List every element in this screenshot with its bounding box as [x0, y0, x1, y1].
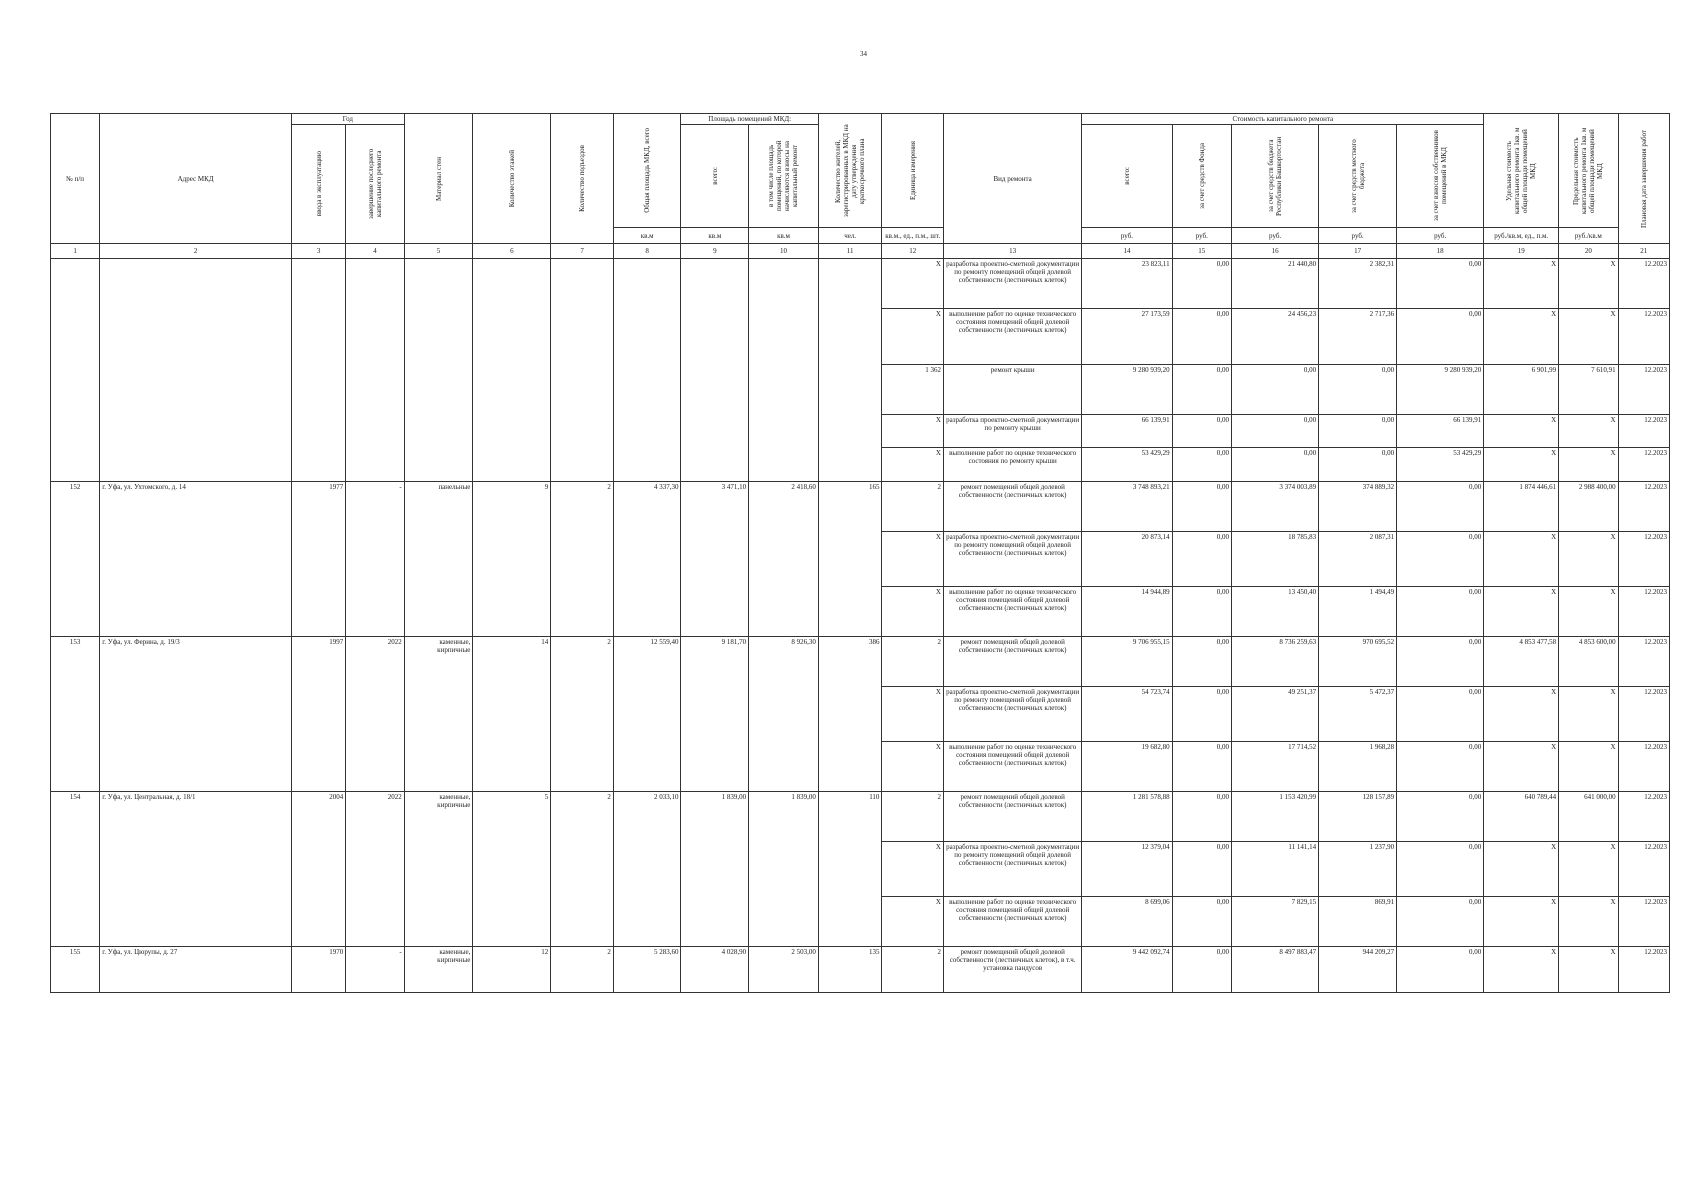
unit-cost-cell: 6 901,99	[1484, 365, 1559, 415]
cost-fund-cell: 0,00	[1172, 842, 1231, 897]
col-premises-header: Площадь помещений МКД:	[708, 115, 792, 123]
cost-owners-cell: 0,00	[1397, 587, 1484, 637]
unit-cost-cell: X	[1484, 532, 1559, 587]
unit-rub18: руб.	[1397, 228, 1484, 244]
entrances-cell: 2	[551, 792, 614, 947]
unit-cell: X	[882, 532, 944, 587]
cost-owners-cell: 0,00	[1397, 792, 1484, 842]
unit-cell: X	[882, 897, 944, 947]
cost-fund-cell: 0,00	[1172, 587, 1231, 637]
premises-cell: 4 028,90	[681, 947, 749, 993]
max-cost-cell: X	[1559, 587, 1618, 637]
empty-cell	[681, 259, 749, 482]
empty-cell	[51, 259, 100, 482]
unit-sqm9: кв.м	[681, 228, 749, 244]
year-cell: 2004	[291, 792, 345, 947]
col-cost-local-header: за счет средств местного бюджета	[1349, 139, 1366, 213]
floors-cell: 5	[473, 792, 551, 947]
column-number: 16	[1232, 244, 1319, 259]
col-cost-header: Стоимость капитального ремонта	[1232, 115, 1334, 123]
cost-republic-cell: 7 829,15	[1232, 897, 1319, 947]
cost-fund-cell: 0,00	[1172, 448, 1231, 482]
col-material-header: Материал стен	[434, 156, 443, 201]
repair-type-cell: выполнение работ по оценке технического состояния помещений общей долевой собственности (лестничных клеток)	[943, 897, 1081, 947]
max-cost-cell: 7 610,91	[1559, 365, 1618, 415]
col-address-header: Адрес МКД	[177, 174, 214, 183]
cost-owners-cell: 0,00	[1397, 947, 1484, 993]
max-cost-cell: 4 853 600,00	[1559, 637, 1618, 687]
planned-date-cell: 12.2023	[1618, 259, 1669, 309]
max-cost-cell: X	[1559, 897, 1618, 947]
unit-rub20: руб./кв.м	[1559, 228, 1618, 244]
table-header	[51, 114, 1670, 259]
address-cell: г. Уфа, ул. Цюрупы, д. 27	[100, 947, 292, 993]
material-cell: каменные, кирпичные	[404, 792, 473, 947]
col-cost-owners-header: за счет взносов собственников помещений в МКД	[1432, 130, 1449, 222]
planned-date-cell: 12.2023	[1618, 687, 1669, 742]
unit-cell: X	[882, 587, 944, 637]
house-number-cell: 154	[51, 792, 100, 947]
col-cost-republic-header: за счет средств бюджета Республики Башкортостан	[1267, 136, 1284, 216]
unit-cost-cell: X	[1484, 587, 1559, 637]
year-cell: 1977	[291, 482, 345, 637]
column-number: 20	[1559, 244, 1618, 259]
column-number: 21	[1618, 244, 1669, 259]
cost-total-cell: 14 944,89	[1082, 587, 1172, 637]
column-number: 14	[1082, 244, 1172, 259]
repair-type-cell: разработка проектно-сметной документации по ремонту помещений общей долевой собственности (лестничных клеток)	[943, 532, 1081, 587]
planned-date-cell: 12.2023	[1618, 309, 1669, 365]
cost-owners-cell: 9 280 939,20	[1397, 365, 1484, 415]
cost-republic-cell: 8 736 259,63	[1232, 637, 1319, 687]
address-cell: г. Уфа, ул. Ухтомского, д. 14	[100, 482, 292, 637]
premises-cell: 1 839,00	[681, 792, 749, 947]
cost-total-cell: 9 442 092,74	[1082, 947, 1172, 993]
table-row	[51, 947, 1670, 993]
premises-res-cell: 8 926,30	[749, 637, 819, 792]
cost-republic-cell: 18 785,83	[1232, 532, 1319, 587]
total-area-cell: 12 559,40	[613, 637, 681, 792]
cost-republic-cell: 0,00	[1232, 415, 1319, 448]
repair-type-cell: разработка проектно-сметной документации по ремонту помещений общей долевой собственности (лестничных клеток)	[943, 842, 1081, 897]
address-cell: г. Уфа, ул. Центральная, д. 18/1	[100, 792, 292, 947]
planned-date-cell: 12.2023	[1618, 947, 1669, 993]
planned-date-cell: 12.2023	[1618, 637, 1669, 687]
empty-cell	[613, 259, 681, 482]
total-area-cell: 4 337,30	[613, 482, 681, 637]
col-year-commission-header: ввода в эксплуатацию	[314, 151, 323, 217]
col-year-header: Год	[342, 115, 353, 123]
unit-cell: 2	[882, 947, 944, 993]
cost-republic-cell: 0,00	[1232, 365, 1319, 415]
max-cost-cell: X	[1559, 842, 1618, 897]
unit-cell: X	[882, 687, 944, 742]
empty-cell	[749, 259, 819, 482]
unit-cost-cell: X	[1484, 309, 1559, 365]
column-number: 6	[473, 244, 551, 259]
repair-type-cell: ремонт помещений общей долевой собственности (лестничных клеток)	[943, 792, 1081, 842]
cost-republic-cell: 3 374 003,89	[1232, 482, 1319, 532]
cost-local-cell: 5 472,37	[1319, 687, 1397, 742]
cost-local-cell: 128 157,89	[1319, 792, 1397, 842]
column-number: 10	[749, 244, 819, 259]
cost-local-cell: 2 382,31	[1319, 259, 1397, 309]
premises-cell: 3 471,10	[681, 482, 749, 637]
cost-total-cell: 12 379,04	[1082, 842, 1172, 897]
floors-cell: 14	[473, 637, 551, 792]
unit-cost-cell: X	[1484, 448, 1559, 482]
cost-total-cell: 54 723,74	[1082, 687, 1172, 742]
planned-date-cell: 12.2023	[1618, 842, 1669, 897]
material-cell: каменные, кирпичные	[404, 637, 473, 792]
max-cost-cell: X	[1559, 742, 1618, 792]
unit-sqm10: кв.м	[749, 228, 819, 244]
cost-fund-cell: 0,00	[1172, 259, 1231, 309]
planned-date-cell: 12.2023	[1618, 482, 1669, 532]
cost-total-cell: 8 699,06	[1082, 897, 1172, 947]
col-total-area-header: Общая площадь МКД, всего	[643, 128, 652, 213]
planned-date-cell: 12.2023	[1618, 532, 1669, 587]
cost-fund-cell: 0,00	[1172, 415, 1231, 448]
planned-date-cell: 12.2023	[1618, 897, 1669, 947]
cost-total-cell: 53 429,29	[1082, 448, 1172, 482]
cost-republic-cell: 21 440,80	[1232, 259, 1319, 309]
unit-rub14: руб.	[1082, 228, 1172, 244]
cost-total-cell: 23 823,11	[1082, 259, 1172, 309]
column-number: 13	[943, 244, 1081, 259]
col-no-header: № п/п	[66, 174, 85, 183]
col-entrances-header: Количество подъездов	[578, 145, 587, 212]
last-repair-cell: 2022	[346, 792, 404, 947]
cost-local-cell: 374 889,32	[1319, 482, 1397, 532]
unit-cost-cell: X	[1484, 259, 1559, 309]
last-repair-cell: -	[346, 482, 404, 637]
premises-cell: 9 181,70	[681, 637, 749, 792]
repair-type-cell: ремонт помещений общей долевой собственности (лестничных клеток)	[943, 637, 1081, 687]
repair-type-cell: ремонт помещений общей долевой собственности (лестничных клеток), в т.ч. установка пандусов	[943, 947, 1081, 993]
house-number-cell: 152	[51, 482, 100, 637]
cost-local-cell: 869,91	[1319, 897, 1397, 947]
column-number: 3	[291, 244, 345, 259]
cost-local-cell: 0,00	[1319, 415, 1397, 448]
column-number: 8	[613, 244, 681, 259]
residents-cell: 386	[818, 637, 882, 792]
table-body	[51, 259, 1670, 993]
max-cost-cell: X	[1559, 415, 1618, 448]
col-max-cost-header: Предельная стоимость капитального ремонта 1кв. м общей площади помещений МКД	[1572, 127, 1605, 214]
max-cost-cell: X	[1559, 259, 1618, 309]
table-row	[51, 792, 1670, 842]
column-number: 11	[818, 244, 882, 259]
table-row	[51, 259, 1670, 309]
total-area-cell: 5 283,60	[613, 947, 681, 993]
premises-res-cell: 2 418,60	[749, 482, 819, 637]
repair-type-cell: разработка проектно-сметной документации по ремонту крыши	[943, 415, 1081, 448]
cost-total-cell: 9 280 939,20	[1082, 365, 1172, 415]
empty-cell	[346, 259, 404, 482]
entrances-cell: 2	[551, 947, 614, 993]
cost-total-cell: 19 682,80	[1082, 742, 1172, 792]
cost-local-cell: 1 237,90	[1319, 842, 1397, 897]
col-premises-res-header: в том числе площадь помещений, по которой начисляются взносы на капитальный ремонт	[767, 140, 800, 212]
unit-measure: кв.м., ед., п.м., шт.	[882, 228, 944, 244]
cost-total-cell: 66 139,91	[1082, 415, 1172, 448]
max-cost-cell: X	[1559, 448, 1618, 482]
last-repair-cell: -	[346, 947, 404, 993]
unit-cell: X	[882, 842, 944, 897]
column-number: 17	[1319, 244, 1397, 259]
cost-fund-cell: 0,00	[1172, 365, 1231, 415]
column-number-row	[51, 244, 1670, 259]
cost-local-cell: 1 968,28	[1319, 742, 1397, 792]
cost-local-cell: 2 087,31	[1319, 532, 1397, 587]
cost-republic-cell: 8 497 883,47	[1232, 947, 1319, 993]
cost-fund-cell: 0,00	[1172, 482, 1231, 532]
col-cost-total-header: всего:	[1122, 167, 1131, 185]
premises-res-cell: 2 503,00	[749, 947, 819, 993]
cost-owners-cell: 66 139,91	[1397, 415, 1484, 448]
unit-rub17: руб.	[1319, 228, 1397, 244]
cost-total-cell: 9 706 955,15	[1082, 637, 1172, 687]
unit-rub15: руб.	[1172, 228, 1231, 244]
unit-cell: X	[882, 448, 944, 482]
residents-cell: 135	[818, 947, 882, 993]
cost-local-cell: 2 717,36	[1319, 309, 1397, 365]
empty-cell	[818, 259, 882, 482]
col-residents-header: Количество жителей, зарегистрированных в МКД на дату утверждения краткосрочного плана	[834, 124, 867, 217]
unit-cost-cell: X	[1484, 842, 1559, 897]
column-number: 19	[1484, 244, 1559, 259]
max-cost-cell: X	[1559, 947, 1618, 993]
unit-cell: 2	[882, 792, 944, 842]
unit-cost-cell: X	[1484, 897, 1559, 947]
premises-res-cell: 1 839,00	[749, 792, 819, 947]
material-cell: каменные, кирпичные	[404, 947, 473, 993]
cost-republic-cell: 17 714,52	[1232, 742, 1319, 792]
unit-cost-cell: X	[1484, 742, 1559, 792]
planned-date-cell: 12.2023	[1618, 742, 1669, 792]
column-number: 5	[404, 244, 473, 259]
unit-rub19: руб./кв.м, ед., п.м.	[1484, 228, 1559, 244]
cost-republic-cell: 11 141,14	[1232, 842, 1319, 897]
unit-cell: X	[882, 415, 944, 448]
cost-republic-cell: 1 153 420,99	[1232, 792, 1319, 842]
col-planned-date-header: Плановая дата завершения работ	[1639, 129, 1648, 228]
house-number-cell: 155	[51, 947, 100, 993]
unit-cell: X	[882, 742, 944, 792]
unit-cost-cell: X	[1484, 415, 1559, 448]
year-cell: 1970	[291, 947, 345, 993]
table-row	[51, 482, 1670, 532]
unit-cell: 2	[882, 637, 944, 687]
cost-total-cell: 3 748 893,21	[1082, 482, 1172, 532]
unit-cell: 1 362	[882, 365, 944, 415]
cost-fund-cell: 0,00	[1172, 792, 1231, 842]
cost-owners-cell: 0,00	[1397, 897, 1484, 947]
col-year-last-header: завершение последнего капитального ремонта	[366, 148, 383, 220]
planned-date-cell: 12.2023	[1618, 365, 1669, 415]
unit-cell: 2	[882, 482, 944, 532]
material-cell: панельные	[404, 482, 473, 637]
repair-type-cell: ремонт помещений общей долевой собственности (лестничных клеток)	[943, 482, 1081, 532]
column-number: 18	[1397, 244, 1484, 259]
unit-cost-cell: 1 874 446,61	[1484, 482, 1559, 532]
col-cost-fund-header: за счет средств Фонда	[1197, 143, 1206, 209]
table-row	[51, 637, 1670, 687]
column-number: 1	[51, 244, 100, 259]
empty-cell	[473, 259, 551, 482]
cost-fund-cell: 0,00	[1172, 309, 1231, 365]
cost-total-cell: 1 281 578,88	[1082, 792, 1172, 842]
column-number: 9	[681, 244, 749, 259]
column-number: 15	[1172, 244, 1231, 259]
unit-cell: X	[882, 259, 944, 309]
cost-republic-cell: 0,00	[1232, 448, 1319, 482]
floors-cell: 9	[473, 482, 551, 637]
repair-type-cell: ремонт крыши	[943, 365, 1081, 415]
unit-cost-cell: X	[1484, 947, 1559, 993]
unit-cost-cell: 4 853 477,58	[1484, 637, 1559, 687]
cost-owners-cell: 0,00	[1397, 259, 1484, 309]
column-number: 4	[346, 244, 404, 259]
column-number: 2	[100, 244, 292, 259]
cost-local-cell: 970 695,52	[1319, 637, 1397, 687]
empty-cell	[291, 259, 345, 482]
unit-cost-cell: X	[1484, 687, 1559, 742]
planned-date-cell: 12.2023	[1618, 587, 1669, 637]
entrances-cell: 2	[551, 482, 614, 637]
col-unit-header: Единица измерения	[908, 141, 917, 200]
col-floors-header: Количество этажей	[507, 149, 516, 208]
max-cost-cell: X	[1559, 687, 1618, 742]
unit-rub16: руб.	[1232, 228, 1319, 244]
cost-fund-cell: 0,00	[1172, 687, 1231, 742]
planned-date-cell: 12.2023	[1618, 792, 1669, 842]
cost-fund-cell: 0,00	[1172, 947, 1231, 993]
cost-owners-cell: 0,00	[1397, 482, 1484, 532]
cost-fund-cell: 0,00	[1172, 742, 1231, 792]
unit-people: чел.	[818, 228, 882, 244]
residents-cell: 110	[818, 792, 882, 947]
cost-owners-cell: 0,00	[1397, 842, 1484, 897]
cost-republic-cell: 13 450,40	[1232, 587, 1319, 637]
repair-type-cell: выполнение работ по оценке технического состояния помещений общей долевой собственности (лестничных клеток)	[943, 742, 1081, 792]
cost-local-cell: 1 494,49	[1319, 587, 1397, 637]
repair-type-cell: выполнение работ по оценке технического состояния помещений общей долевой собственности (лестничных клеток)	[943, 309, 1081, 365]
empty-cell	[404, 259, 473, 482]
repair-type-cell: выполнение работ по оценке технического состояния помещений общей долевой собственности (лестничных клеток)	[943, 587, 1081, 637]
address-cell: г. Уфа, ул. Ферина, д. 19/3	[100, 637, 292, 792]
cost-owners-cell: 0,00	[1397, 687, 1484, 742]
max-cost-cell: 641 000,00	[1559, 792, 1618, 842]
repair-type-cell: выполнение работ по оценке технического состояния по ремонту крыши	[943, 448, 1081, 482]
unit-cell: X	[882, 309, 944, 365]
cost-republic-cell: 49 251,37	[1232, 687, 1319, 742]
cost-total-cell: 20 873,14	[1082, 532, 1172, 587]
cost-fund-cell: 0,00	[1172, 897, 1231, 947]
total-area-cell: 2 033,10	[613, 792, 681, 947]
planned-date-cell: 12.2023	[1618, 448, 1669, 482]
col-premises-total-header: всего:	[710, 167, 719, 185]
last-repair-cell: 2022	[346, 637, 404, 792]
empty-cell	[551, 259, 614, 482]
cost-owners-cell: 0,00	[1397, 532, 1484, 587]
cost-local-cell: 0,00	[1319, 448, 1397, 482]
unit-cost-cell: 640 789,44	[1484, 792, 1559, 842]
cost-owners-cell: 0,00	[1397, 309, 1484, 365]
house-number-cell: 153	[51, 637, 100, 792]
cost-local-cell: 944 209,27	[1319, 947, 1397, 993]
entrances-cell: 2	[551, 637, 614, 792]
cost-total-cell: 27 173,59	[1082, 309, 1172, 365]
cost-local-cell: 0,00	[1319, 365, 1397, 415]
column-number: 12	[882, 244, 944, 259]
year-cell: 1997	[291, 637, 345, 792]
col-repair-type-header: Вид ремонта	[993, 174, 1032, 183]
cost-owners-cell: 53 429,29	[1397, 448, 1484, 482]
max-cost-cell: X	[1559, 532, 1618, 587]
max-cost-cell: X	[1559, 309, 1618, 365]
planned-date-cell: 12.2023	[1618, 415, 1669, 448]
page-number: 34	[860, 50, 867, 58]
cost-owners-cell: 0,00	[1397, 637, 1484, 687]
residents-cell: 165	[818, 482, 882, 637]
repair-type-cell: разработка проектно-сметной документации по ремонту помещений общей долевой собственности (лестничных клеток)	[943, 687, 1081, 742]
repair-type-cell: разработка проектно-сметной документации по ремонту помещений общей долевой собственности (лестничных клеток)	[943, 259, 1081, 309]
cost-fund-cell: 0,00	[1172, 532, 1231, 587]
unit-sqm8: кв.м	[613, 228, 681, 244]
max-cost-cell: 2 988 400,00	[1559, 482, 1618, 532]
repair-plan-table	[50, 113, 1670, 993]
floors-cell: 12	[473, 947, 551, 993]
cost-fund-cell: 0,00	[1172, 637, 1231, 687]
empty-cell	[100, 259, 292, 482]
cost-republic-cell: 24 456,23	[1232, 309, 1319, 365]
column-number: 7	[551, 244, 614, 259]
col-unit-cost-header: Удельная стоимость капитального ремонта 1кв. м общей площади помещений МКД	[1505, 127, 1538, 214]
cost-owners-cell: 0,00	[1397, 742, 1484, 792]
